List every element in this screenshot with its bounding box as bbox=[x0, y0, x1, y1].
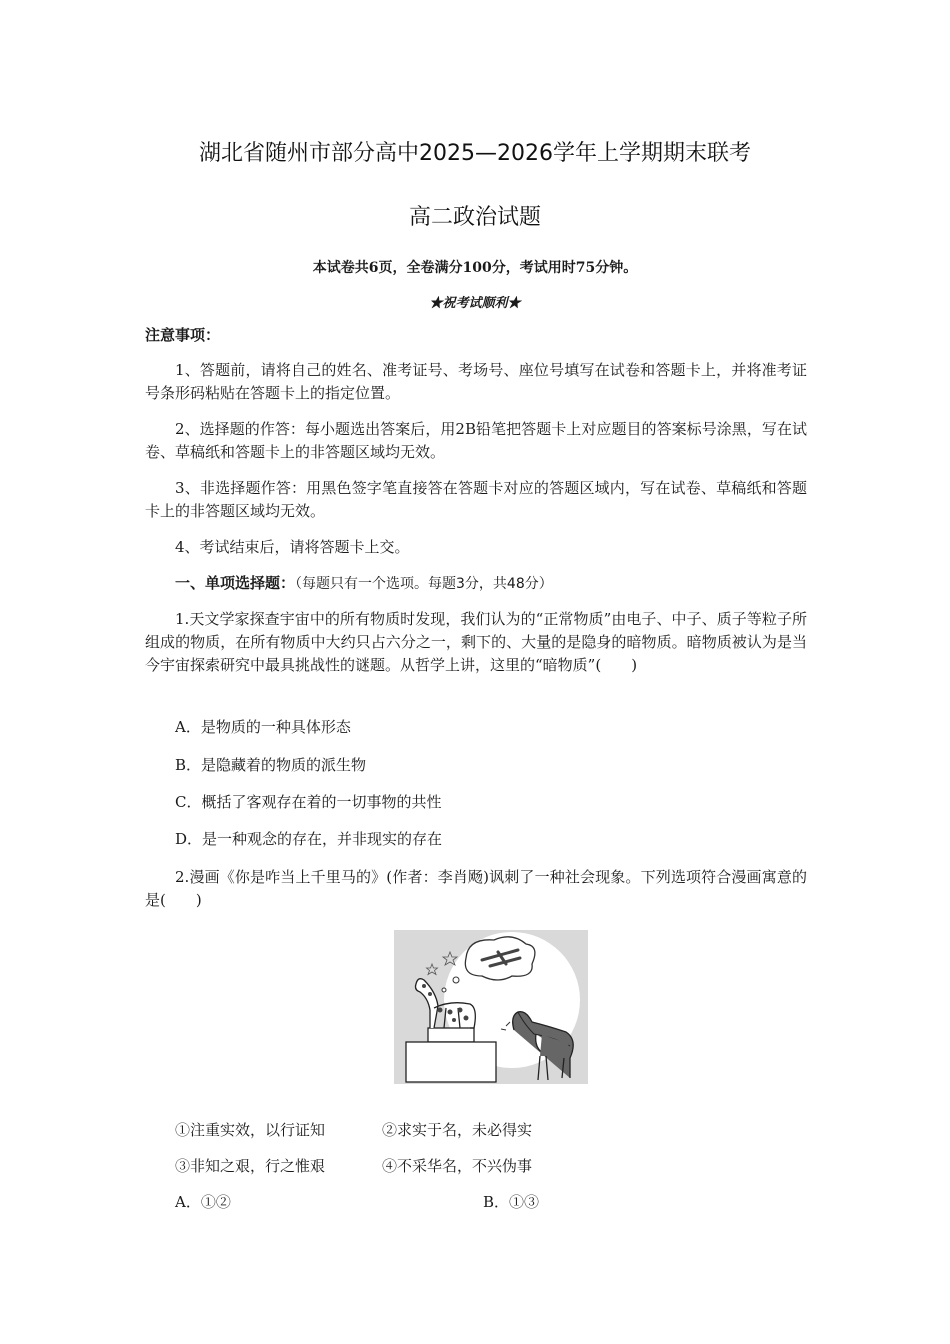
question-2-stem: 2.漫画《你是咋当上千里马的》(作者：李肖飏)讽刺了一种社会现象。下列选项符合漫画寓意的是( ) bbox=[145, 868, 807, 909]
notice-heading: 注意事项： bbox=[145, 326, 221, 344]
good-luck-line: ★祝考试顺利★ bbox=[429, 296, 521, 311]
notice-item: 4、考试结束后，请将答题卡上交。 bbox=[175, 538, 410, 556]
q2-option-b: B．①③ bbox=[483, 1193, 540, 1211]
q2-statement-3: ③非知之艰，行之惟艰 bbox=[175, 1157, 326, 1175]
q1-option-a: A．是物质的一种具体形态 bbox=[175, 718, 351, 736]
q2-statement-1: ①注重实效，以行证知 bbox=[175, 1121, 326, 1139]
notice-item: 1、答题前，请将自己的姓名、准考证号、考场号、座位号填写在试卷和答题卡上，并将准考证号条形码粘贴在答题卡上的指定位置。 bbox=[145, 361, 807, 402]
q1-option-b: B．是隐藏着的物质的派生物 bbox=[175, 756, 367, 774]
section-title: 一、单项选择题： bbox=[175, 574, 296, 592]
q1-option-d: D．是一种观念的存在，并非现实的存在 bbox=[175, 830, 443, 848]
q1-option-c: C．概括了客观存在着的一切事物的共性 bbox=[175, 793, 442, 811]
cartoon-image bbox=[394, 930, 588, 1084]
exam-subtitle: 高二政治试题 bbox=[408, 205, 541, 230]
notice-item: 3、非选择题作答：用黑色签字笔直接答在答题卡对应的答题区域内，写在试卷、草稿纸和答题卡上的非答题区域均无效。 bbox=[145, 479, 807, 520]
section-note: （每题只有一个选项。每题3分，共48分） bbox=[295, 576, 553, 592]
section-heading bbox=[145, 572, 807, 596]
q2-statement-2: ②求实于名，未必得实 bbox=[382, 1121, 533, 1139]
q2-option-a: A．①② bbox=[175, 1193, 231, 1211]
notice-item: 2、选择题的作答：每小题选出答案后，用2B铅笔把答题卡上对应题目的答案标号涂黑，写在试卷、草稿纸和答题卡上的非答题区域均无效。 bbox=[145, 420, 807, 461]
q2-statement-4: ④不采华名，不兴伪事 bbox=[382, 1157, 533, 1175]
exam-info: 本试卷共6页，全卷满分100分，考试用时75分钟。 bbox=[312, 260, 638, 276]
exam-title: 湖北省随州市部分高中2025—2026学年上学期期末联考 bbox=[199, 141, 751, 166]
question-1-stem: 1.天文学家探查宇宙中的所有物质时发现，我们认为的“正常物质”由电子、中子、质子等粒子所组成的物质，在所有物质中大约只占六分之一，剩下的、大量的是隐身的暗物质。暗物质被认为是当今宇宙探索研究中最具挑战性的谜题。从哲学上讲，这里的“暗物质”( ) bbox=[145, 610, 807, 674]
